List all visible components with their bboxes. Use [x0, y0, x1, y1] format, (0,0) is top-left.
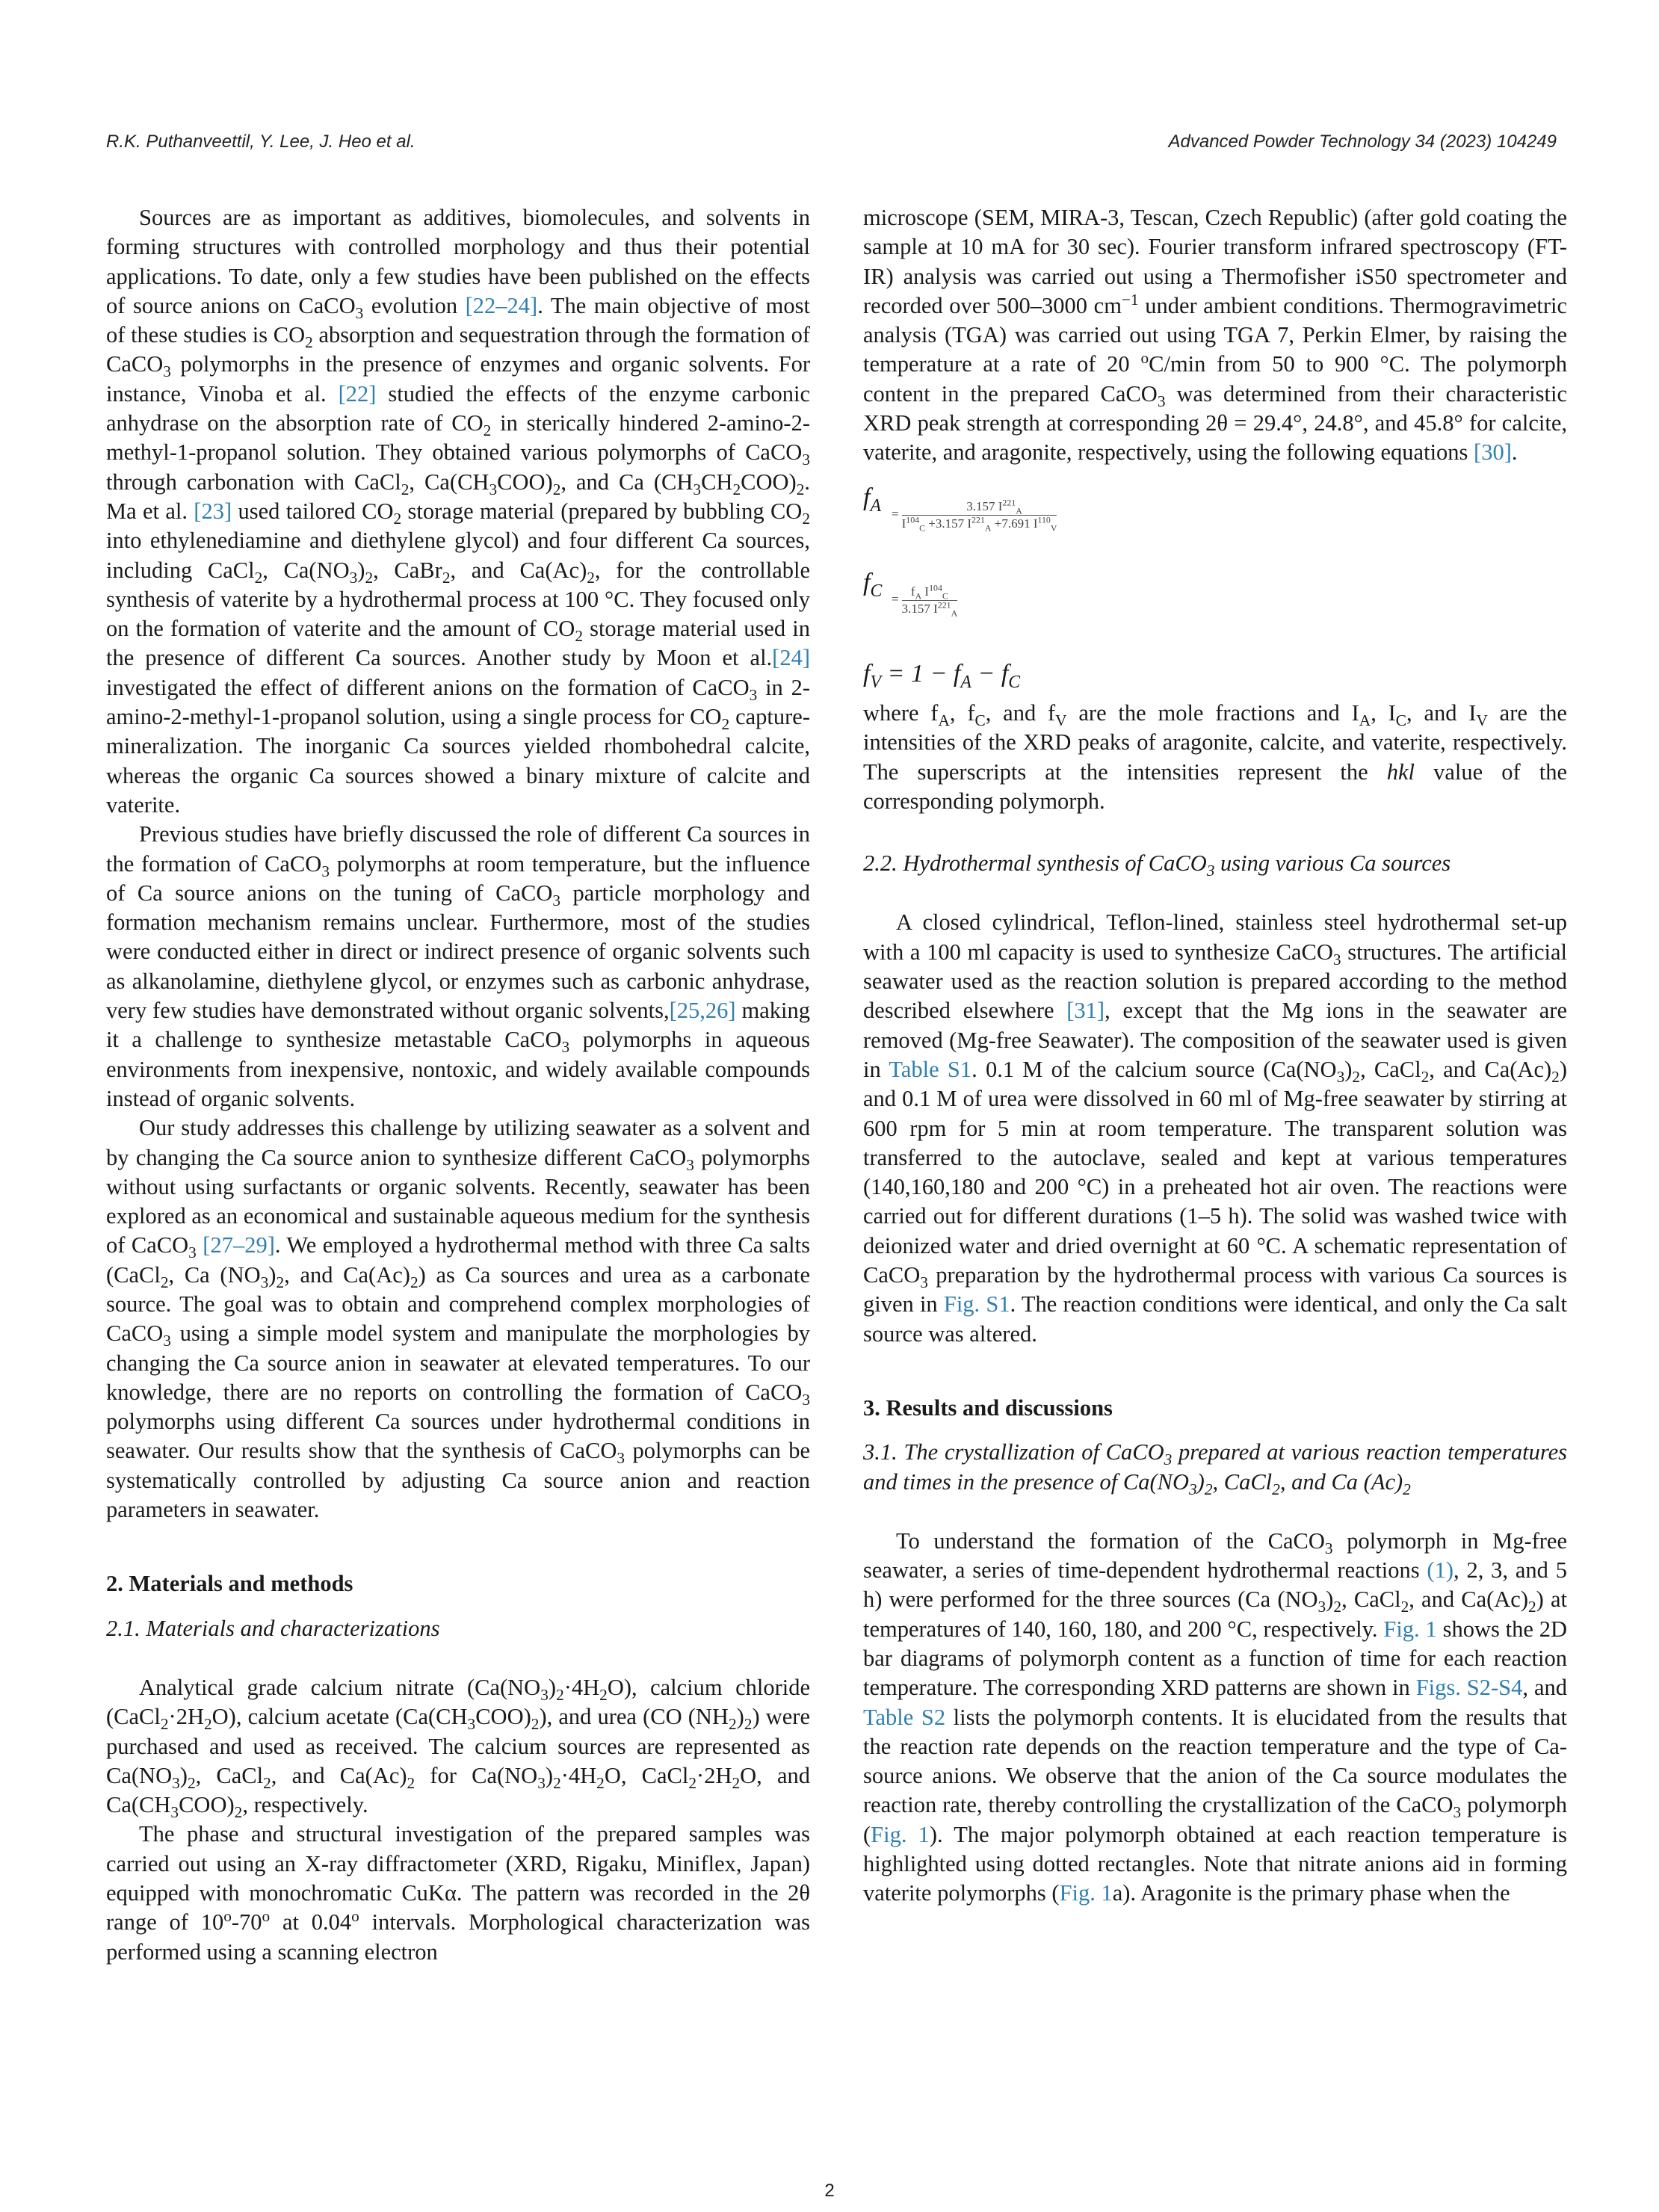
- ref-link[interactable]: [31]: [1066, 998, 1105, 1024]
- equation-fc: $f_C$ = $\frac{f_A I^{104}_C}{3.157 I^{221}_A}$: [863, 568, 958, 619]
- section-heading: 2. Materials and methods: [106, 1571, 353, 1597]
- figure-link[interactable]: Figs. S2-S4: [1415, 1675, 1523, 1701]
- paragraph-previous-studies: Previous studies have briefly discussed the role of different Ca sources in the formation of CaCO$_3$ polymorphs at room temperature, but the influence of Ca source anions on the tuning of CaCO$_3$ particle morphology and formation mechanism remains unclear. Furthermore, most of the studies were conducted either in direct or indirect presence of organic solvents such as alkanolamine, diethylene glycol, or enzymes such as carbonic anhydrase, very few studies have demonstrated without organic solvents,[25,26] making it a challenge to synthesize metastable CaCO$_3$ polymorphs in aqueous environments from inexpensive, nontoxic, and widely available compounds instead of organic solvents.: [106, 821, 810, 1111]
- ref-link[interactable]: [25,26]: [669, 998, 736, 1024]
- ref-link[interactable]: [27–29]: [203, 1232, 275, 1258]
- ref-link[interactable]: [24]: [772, 645, 810, 671]
- paragraph-our-study: Our study addresses this challenge by utilizing seawater as a solvent and by changing the Ca source anion to synthesize different CaCO$_3$ polymorphs without using surfactants or organic solvents. Recently, seawater has been explored as an economical and sustainable aqueous medium for the synthesis of CaCO$_3$ [27–29]. We employed a hydrothermal method with three Ca salts (CaCl$_2$, Ca $(NO_3)_2$, and $Ca(Ac)_2$) as Ca sources and urea as a carbonate source. The goal was to obtain and comprehend complex morphologies of CaCO$_3$ using a simple model system and manipulate the morphologies by changing the Ca source anion in seawater at elevated temperatures. To our knowledge, there are no reports on controlling the formation of CaCO$_3$ polymorphs using different Ca sources under hydrothermal conditions in seawater. Our results show that the synthesis of CaCO$_3$ polymorphs can be systematically controlled by adjusting Ca source anion and reaction parameters in seawater.: [106, 1115, 810, 1523]
- left-column: [106, 203, 810, 1967]
- table-link[interactable]: Table S1: [889, 1056, 972, 1082]
- ref-link[interactable]: [30]: [1474, 439, 1512, 466]
- section-heading: 3. Results and discussions: [863, 1394, 1113, 1421]
- paragraph-where: where $f_A$, $f_C$, and $f_V$ are the mole fractions and $I_A$, $I_C$, and $I_V$ are the intensities of the XRD peaks of aragonite, calcite, and vaterite, respectively. The superscripts at the intensities represent the hkl value of the corresponding polymorph.: [863, 699, 1567, 814]
- equation-fv: $f_V = 1 - f_A - f_C$: [863, 659, 1021, 692]
- figure-link[interactable]: Fig. S1: [943, 1291, 1010, 1317]
- paragraph-sources: Sources are as important as additives, biomolecules, and solvents in forming structures with controlled morphology and thus their potential applications. To date, only a few studies have been published on the effects of source anions on CaCO$_3$ evolution [22–24]. The main objective of most of these studies is $CO_2$ absorption and sequestration through the formation of CaCO$_3$ polymorphs in the presence of enzymes and organic solvents. For instance, Vinoba et al. [22] studied the effects of the enzyme carbonic anhydrase on the absorption rate of $CO_2$ in sterically hindered 2-amino-2-methyl-1-propanol solution. They obtained various polymorphs of CaCO$_3$ through carbonation with CaCl$_2$, $Ca(CH_3COO)_2$, and Ca $(CH_3CH_2COO)_2$. Ma et al. [23] used tailored $CO_2$ storage material (prepared by bubbling $CO_2$ into ethylenediamine and diethylene glycol) and four different Ca sources, including CaCl$_2$, $Ca(NO_3)_2$, CaBr$_2$, and $Ca(Ac)_2$, for the controllable synthesis of vaterite by a hydrothermal process at 100 °C. They focused only on the formation of vaterite and the amount of $CO_2$ storage material used in the presence of different Ca sources. Another study by Moon et al.[24] investigated the effect of different anions on the formation of CaCO$_3$ in 2-amino-2-methyl-1-propanol solution, using a single process for $CO_2$ capture-mineralization. The inorganic Ca sources yielded rhombohedral calcite, whereas the organic Ca sources showed a binary mixture of calcite and vaterite.: [106, 205, 811, 818]
- header-journal: Advanced Powder Technology 34 (2023) 104249: [1168, 132, 1557, 152]
- table-link[interactable]: Table S2: [863, 1704, 946, 1730]
- paragraph-materials: Analytical grade calcium nitrate $(Ca(NO_3)_2\cdot 4H_2O)$, calcium chloride $(CaCl_2\cdot 2H_2O)$, calcium acetate $(Ca(CH_3COO)_2)$, and urea (CO $(NH_2)_2$) were purchased and used as received. The calcium sources are represented as $Ca(NO_3)_2$, CaCl$_2$, and $Ca(Ac)_2$ for $Ca(NO_3)_2\cdot 4H_2O$, $CaCl_2\cdot 2H_2O$, and $Ca(CH_3COO)_2$, respectively.: [106, 1674, 811, 1822]
- header-authors: R.K. Puthanveettil, Y. Lee, J. Heo et al.: [106, 132, 415, 152]
- page-number: 2: [824, 2181, 835, 2201]
- figure-link[interactable]: Fig. 1: [1059, 1880, 1113, 1906]
- figure-link[interactable]: Fig. 1: [871, 1821, 930, 1847]
- paragraph-hydrothermal: A closed cylindrical, Teflon-lined, stainless steel hydrothermal set-up with a 100 ml capacity is used to synthesize CaCO$_3$ structures. The artificial seawater used as the reaction solution is prepared according to the method described elsewhere [31], except that the Mg ions in the seawater are removed (Mg-free Seawater). The composition of the seawater used is given in Table S1. 0.1 M of the calcium source ($Ca(NO_3)_2$, CaCl$_2$, and $Ca(Ac)_2$) and 0.1 M of urea were dissolved in 60 ml of Mg-free seawater by stirring at 600 rpm for 5 min at room temperature. The transparent solution was transferred to the autoclave, sealed and kept at various temperatures (140,160,180 and 200 °C) in a preheated hot air oven. The reactions were carried out for different durations (1–5 h). The solid was washed twice with deionized water and dried overnight at 60 °C. A schematic representation of CaCO$_3$ preparation by the hydrothermal process with various Ca sources is given in Fig. S1. The reaction conditions were identical, and only the Ca salt source was altered.: [863, 909, 1568, 1347]
- ref-link[interactable]: [22]: [338, 380, 377, 407]
- ref-link[interactable]: [22–24]: [465, 292, 538, 318]
- ref-link[interactable]: (1): [1427, 1557, 1453, 1584]
- figure-link[interactable]: Fig. 1: [1383, 1616, 1437, 1642]
- subsection-heading: 2.2. Hydrothermal synthesis of CaCO$_3$ using various Ca sources: [863, 850, 1451, 880]
- ref-link[interactable]: [23]: [194, 498, 232, 524]
- subsection-heading: 3.1. The crystallization of CaCO$_3$ prepared at various reaction temperatures and times in the presence of $Ca(NO_3)_2$, CaCl$_2$, and Ca $(Ac)_2$: [863, 1439, 1567, 1498]
- subsection-heading: 2.1. Materials and characterizations: [106, 1615, 440, 1641]
- paragraph-results: To understand the formation of the CaCO$_3$ polymorph in Mg-free seawater, a series of time-dependent hydrothermal reactions (1), 2, 3, and 5 h) were performed for the three sources (Ca $(NO_3)_2$, CaCl$_2$, and $Ca(Ac)_2$) at temperatures of 140, 160, 180, and 200 °C, respectively. Fig. 1 shows the 2D bar diagrams of polymorph content as a function of time for each reaction temperature. The corresponding XRD patterns are shown in Figs. S2-S4, and Table S2 lists the polymorph contents. It is elucidated from the results that the reaction rate depends on the reaction temperature and the type of Ca-source anions. We observe that the anion of the Ca source modulates the reaction rate, thereby controlling the crystallization of the CaCO$_3$ polymorph (Fig. 1). The major polymorph obtained at each reaction temperature is highlighted using dotted rectangles. Note that nitrate anions aid in forming vaterite polymorphs (Fig. 1a). Aragonite is the primary phase when the: [863, 1527, 1568, 1906]
- paragraph-characterization: The phase and structural investigation of the prepared samples was carried out using an X-ray diffractometer (XRD, Rigaku, Miniflex, Japan) equipped with monochromatic CuKα. The pattern was recorded in the 2θ range of 10$^o$-70$^o$ at 0.04$^o$ intervals. Morphological characterization was performed using a scanning electron: [106, 1821, 811, 1965]
- equation-fa: $f_A$ = $\frac{3.157 I^{221}_A}{I^{104}_C +3.157 I^{221}_A +7.691 I^{110}_V}$: [863, 483, 1057, 534]
- paragraph-instruments: microscope (SEM, MIRA-3, Tescan, Czech Republic) (after gold coating the sample at 10 mA for 30 sec). Fourier transform infrared spectroscopy (FT-IR) analysis was carried out using a Thermofisher iS50 spectrometer and recorded over 500–3000 $cm^{-1}$ under ambient conditions. Thermogravimetric analysis (TGA) was carried out using TGA 7, Perkin Elmer, by raising the temperature at a rate of 20 $^o$C/min from 50 to 900 °C. The polymorph content in the prepared CaCO$_3$ was determined from their characteristic XRD peak strength at corresponding 2θ = 29.4°, 24.8°, and 45.8° for calcite, vaterite, and aragonite, respectively, using the following equations [30].: [863, 205, 1567, 466]
- right-column: [863, 203, 1567, 1909]
